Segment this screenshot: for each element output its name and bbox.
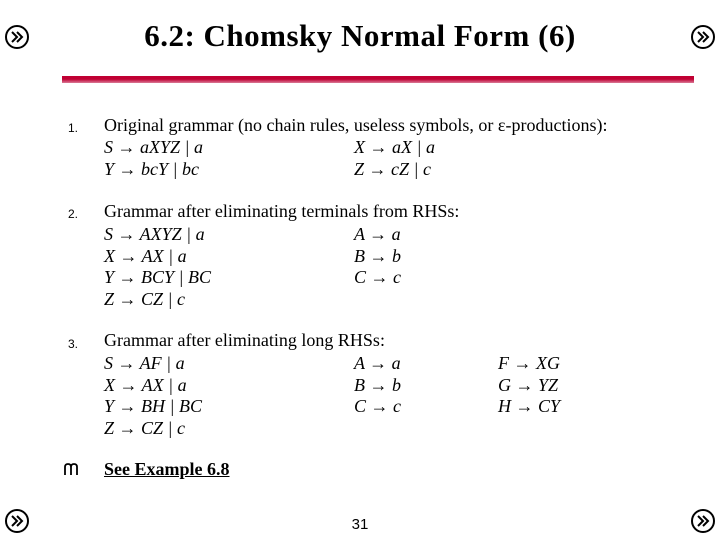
production-rule: Z → CZ | c	[104, 418, 185, 438]
production-rule: X → aX | a	[354, 137, 435, 157]
production-rule: Z → cZ | c	[354, 159, 431, 179]
production-rule: C → c	[354, 267, 401, 287]
production-rule: F → XG	[498, 353, 560, 373]
production-rule: Z → CZ | c	[104, 289, 185, 309]
section-number: 3.	[68, 337, 79, 351]
slide-title: 6.2: Chomsky Normal Form (6)	[144, 18, 576, 53]
production-rule: Y → bcY | bc	[104, 159, 199, 179]
section-heading: Grammar after eliminating terminals from RHSs:	[104, 201, 460, 221]
title-divider	[62, 76, 694, 83]
production-rule: S → aXYZ | a	[104, 137, 203, 157]
section-heading: Original grammar (no chain rules, useless symbols, or ε-productions):	[104, 115, 608, 135]
section-number: 2.	[68, 207, 79, 221]
production-rule: C → c	[354, 396, 401, 416]
production-rule: B → b	[354, 246, 401, 266]
production-rule: S → AXYZ | a	[104, 224, 205, 244]
production-rule: Y → BH | BC	[104, 396, 202, 416]
production-rule: X → AX | a	[104, 375, 187, 395]
production-rule: A → a	[354, 353, 401, 373]
page-number: 31	[351, 516, 369, 533]
see-example-link[interactable]: See Example 6.8	[104, 459, 230, 479]
production-rule: S → AF | a	[104, 353, 185, 373]
section-number: 1.	[68, 121, 79, 135]
production-rule: Y → BCY | BC	[104, 267, 211, 287]
production-rule: A → a	[354, 224, 401, 244]
production-rule: X → AX | a	[104, 246, 187, 266]
bullet-icon	[64, 462, 78, 476]
production-rule: G → YZ	[498, 375, 559, 395]
production-rule: B → b	[354, 375, 401, 395]
section-heading: Grammar after eliminating long RHSs:	[104, 330, 385, 350]
production-rule: H → CY	[498, 396, 561, 416]
